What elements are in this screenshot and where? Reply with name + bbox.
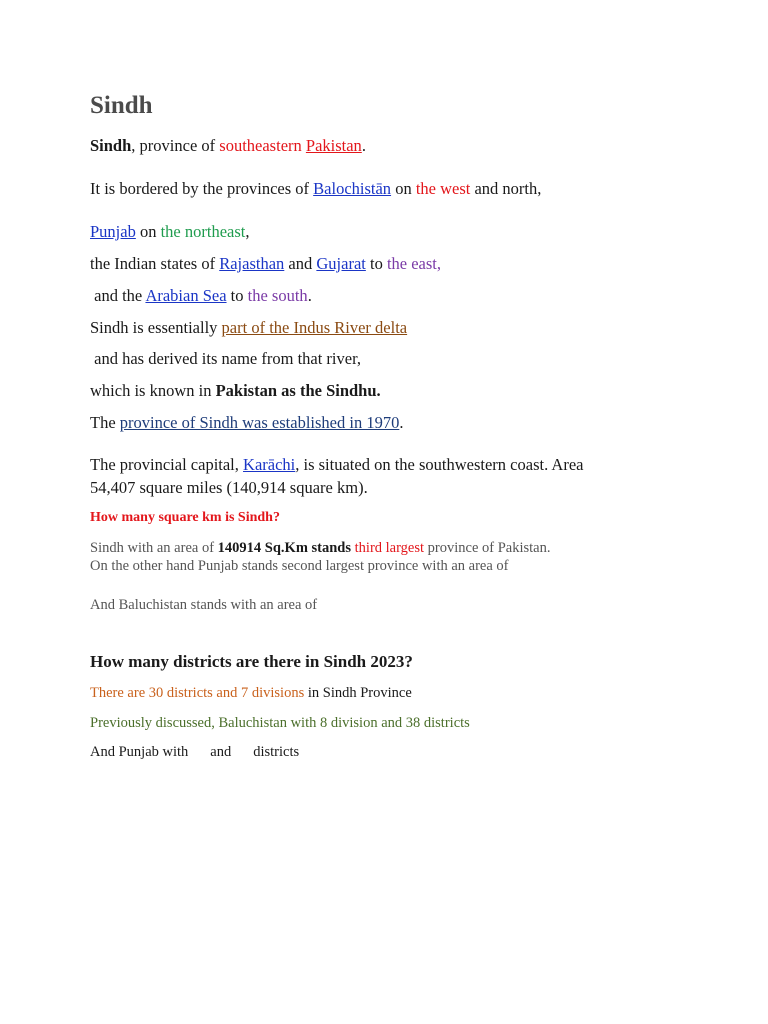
punjab-line bbox=[90, 222, 249, 242]
river-name-line bbox=[90, 349, 361, 369]
answer2-line1 bbox=[90, 685, 412, 702]
south-text: the south bbox=[247, 286, 308, 305]
text: 54,407 square miles (140,914 square km). bbox=[90, 478, 368, 497]
text: districts bbox=[253, 744, 300, 760]
text: and the bbox=[90, 286, 146, 305]
text: to bbox=[226, 286, 248, 305]
southeastern-text: southeastern bbox=[219, 136, 302, 155]
text: Sindh is essentially bbox=[90, 318, 222, 337]
text: and north, bbox=[470, 179, 542, 198]
rajasthan-link[interactable]: Rajasthan bbox=[219, 254, 285, 273]
indian-states-line bbox=[90, 254, 441, 274]
districts-divisions-text: There are 30 districts and 7 divisions bbox=[90, 685, 305, 701]
answer2-line2: Previously discussed, Baluchistan with 8 division and 38 districts bbox=[90, 715, 470, 731]
northeast-text: the northeast bbox=[160, 222, 246, 241]
text: and bbox=[210, 744, 232, 760]
sindhu-bold: Pakistan as the Sindhu. bbox=[215, 381, 381, 400]
question-square-km: How many square km is Sindh? bbox=[90, 510, 280, 525]
text: in Sindh Province bbox=[304, 685, 412, 701]
established-link[interactable]: province of Sindh was established in 1970 bbox=[119, 413, 400, 432]
answer2-line3 bbox=[90, 744, 299, 761]
text: and has derived its name from that river, bbox=[90, 349, 362, 368]
text: and bbox=[284, 254, 317, 273]
balochistan-link[interactable]: Balochistān bbox=[313, 179, 392, 198]
karachi-link[interactable]: Karāchi bbox=[243, 455, 296, 474]
text: , is situated on the southwestern coast. Area bbox=[295, 455, 584, 474]
area-line bbox=[90, 478, 368, 498]
established-line bbox=[90, 413, 403, 433]
west-text: the west bbox=[415, 179, 471, 198]
text: to bbox=[365, 254, 387, 273]
punjab-link[interactable]: Punjab bbox=[90, 222, 136, 241]
pakistan-link[interactable]: Pakistan bbox=[305, 136, 362, 155]
text: on bbox=[135, 222, 161, 241]
sindhu-line bbox=[90, 381, 381, 401]
delta-line bbox=[90, 318, 407, 338]
text: . bbox=[307, 286, 312, 305]
text: It is bordered by the provinces of bbox=[90, 179, 314, 198]
question-districts: How many districts are there in Sindh 2023? bbox=[90, 652, 413, 671]
border-line bbox=[90, 179, 541, 199]
east-text: the east, bbox=[386, 254, 442, 273]
capital-line bbox=[90, 455, 583, 475]
sindh-bold: Sindh bbox=[90, 136, 132, 155]
text: , bbox=[245, 222, 250, 241]
text: which is known in bbox=[90, 381, 216, 400]
arabian-sea-line bbox=[90, 286, 312, 306]
arabian-sea-link[interactable]: Arabian Sea bbox=[145, 286, 227, 305]
text: The bbox=[90, 413, 120, 432]
text: on bbox=[391, 179, 416, 198]
text: . bbox=[361, 136, 366, 155]
text: And Punjab with bbox=[90, 744, 189, 760]
area-bold: 140914 Sq.Km stands bbox=[217, 540, 352, 556]
answer1-line1 bbox=[90, 540, 551, 557]
intro-line bbox=[90, 136, 366, 156]
text: The provincial capital, bbox=[90, 455, 244, 474]
text: , province of bbox=[131, 136, 220, 155]
indus-delta-link[interactable]: part of the Indus River delta bbox=[221, 318, 408, 337]
text: province of Pakistan. bbox=[424, 540, 551, 556]
answer1-line3: And Baluchistan stands with an area of bbox=[90, 597, 318, 613]
text: Sindh with an area of bbox=[90, 540, 218, 556]
text: the Indian states of bbox=[90, 254, 220, 273]
gujarat-link[interactable]: Gujarat bbox=[316, 254, 366, 273]
text: . bbox=[399, 413, 404, 432]
third-largest-text: third largest bbox=[354, 540, 425, 556]
page-title: Sindh bbox=[90, 92, 153, 119]
answer1-line2: On the other hand Punjab stands second largest province with an area of bbox=[90, 558, 509, 574]
